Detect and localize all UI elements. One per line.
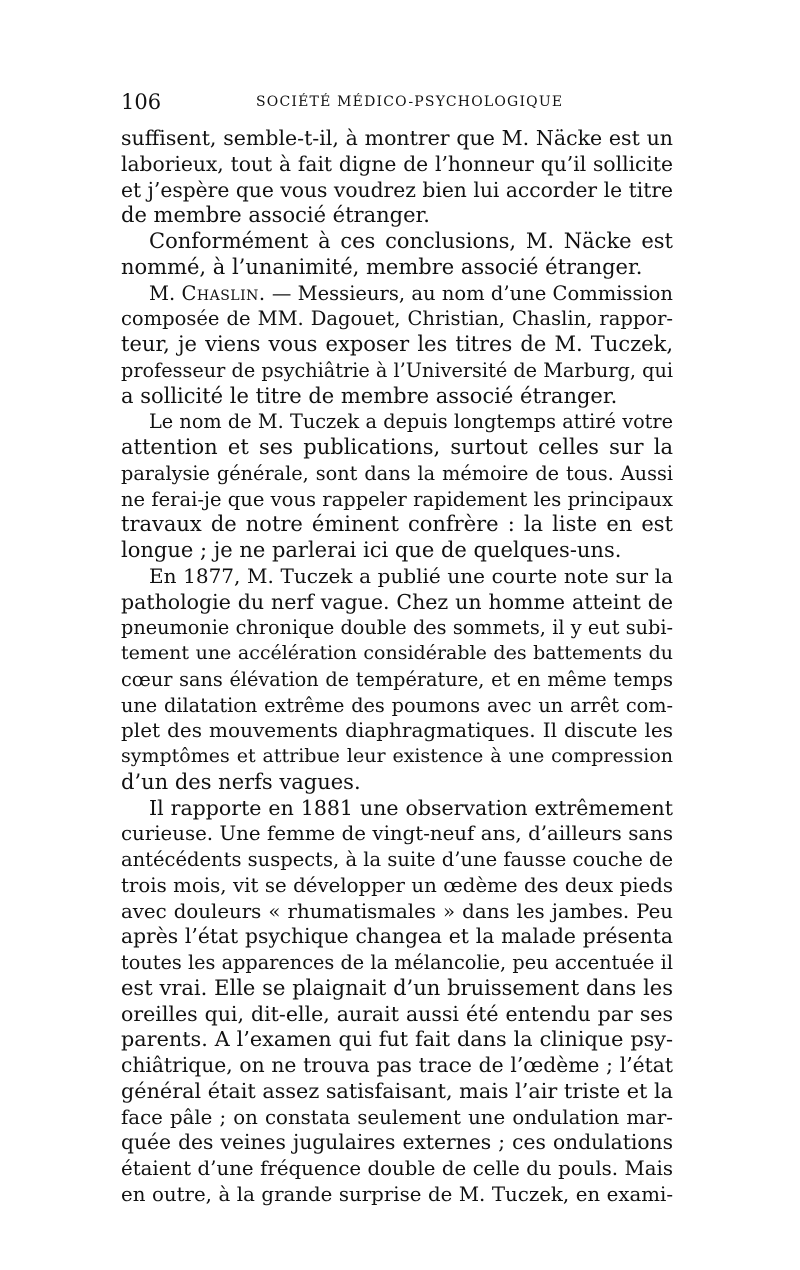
text-line: cœur sans élévation de température, et en même temps [121, 667, 673, 691]
text-line: pneumonie chronique double des sommets, il y eut subi- [121, 616, 673, 640]
text-line: antécédents suspects, à la suite d’une fausse couche de [121, 848, 673, 871]
text-line: teur, je viens vous exposer les titres de M. Tuczek, [121, 332, 673, 356]
text-line: en outre, à la grande surprise de M. Tuczek, en exami- [121, 1182, 673, 1206]
text-line: plet des mouvements diaphragmatiques. Il discute les [121, 718, 673, 743]
page-number: 106 [121, 90, 162, 114]
text-line: nommé, à l’unanimité, membre associé étranger. [121, 254, 643, 279]
text-line: général était assez satisfaisant, mais l’air triste et la [121, 1078, 673, 1103]
text-line: avec douleurs « rhumatismales » dans les jambes. Peu [121, 899, 673, 923]
text-line: face pâle ; on constata seulement une ondulation mar- [121, 1105, 673, 1129]
text-line: étaient d’une fréquence double de celle du pouls. Mais [121, 1157, 673, 1180]
text-line: Il rapporte en 1881 une observation extrêmement [149, 795, 673, 820]
text-line: longue ; je ne parlerai ici que de quelques-uns. [121, 538, 622, 562]
text-line: suffisent, semble-t-il, à montrer que M. Näcke est un [121, 126, 673, 150]
text-line: est vrai. Elle se plaignait d’un bruissement dans les [121, 975, 673, 1000]
text-line: a sollicité le titre de membre associé étranger. [121, 383, 618, 408]
text-line: curieuse. Une femme de vingt-neuf ans, d’ailleurs sans [121, 822, 673, 846]
body-text [121, 126, 673, 1208]
text-line: composée de MM. Dagouet, Christian, Chaslin, rappor- [121, 307, 673, 331]
text-line: Le nom de M. Tuczek a depuis longtemps attiré votre [149, 410, 673, 434]
text-line: toutes les apparences de la mélancolie, peu accentuée il [121, 951, 673, 974]
text-line: attention et ses publications, surtout celles sur la [121, 435, 673, 459]
text-line: tement une accélération considérable des battements du [121, 642, 673, 664]
text-line: trois mois, vit se développer un œdème des deux pieds [121, 873, 673, 897]
text-line: d’un des nerfs vagues. [121, 769, 361, 794]
speaker-prefix: M. [149, 281, 182, 305]
text-line: Conformément à ces conclusions, M. Näcke est [149, 229, 673, 253]
text-line: après l’état psychique changea et la malade présenta [121, 924, 673, 949]
text-line: chiâtrique, on ne trouva pas trace de l’œdème ; l’état [121, 1053, 673, 1077]
text-line: professeur de psychiâtrie à l’Université de Marburg, qui [121, 358, 673, 382]
text-line: quée des veines jugulaires externes ; ces ondulations [121, 1130, 673, 1155]
text-line: paralysie générale, sont dans la mémoire de tous. Aussi [121, 461, 673, 485]
text-line: laborieux, tout à fait digne de l’honneur qu’il sollicite [121, 151, 673, 176]
text-line: symptômes et attribue leur existence à une compression [121, 745, 673, 767]
text-line: de membre associé étranger. [121, 203, 430, 228]
text-line: En 1877, M. Tuczek a publié une courte note sur la [149, 563, 673, 588]
running-head [121, 88, 681, 116]
speaker-line [121, 281, 673, 307]
header-title: SOCIÉTÉ MÉDICO-PSYCHOLOGIQUE [256, 94, 564, 110]
text-line: travaux de notre éminent confrère : la liste en est [121, 512, 673, 537]
text-line: une dilatation extrême des poumons avec un arrêt com- [121, 693, 673, 717]
text-line: oreilles qui, dit-elle, aurait aussi été entendu par ses [121, 1001, 673, 1026]
text-line: parents. A l’examen qui fut fait dans la clinique psy- [121, 1027, 673, 1052]
text-line: ne ferai-je que vous rappeler rapidement les principaux [121, 487, 673, 511]
text-line: pathologie du nerf vague. Chez un homme atteint de [121, 589, 673, 614]
speaker-text: — Messieurs, au nom d’une Commission [265, 281, 673, 305]
text-line: et j’espère que vous voudrez bien lui accorder le titre [121, 177, 673, 202]
speaker-name: Chaslin. [181, 281, 266, 305]
